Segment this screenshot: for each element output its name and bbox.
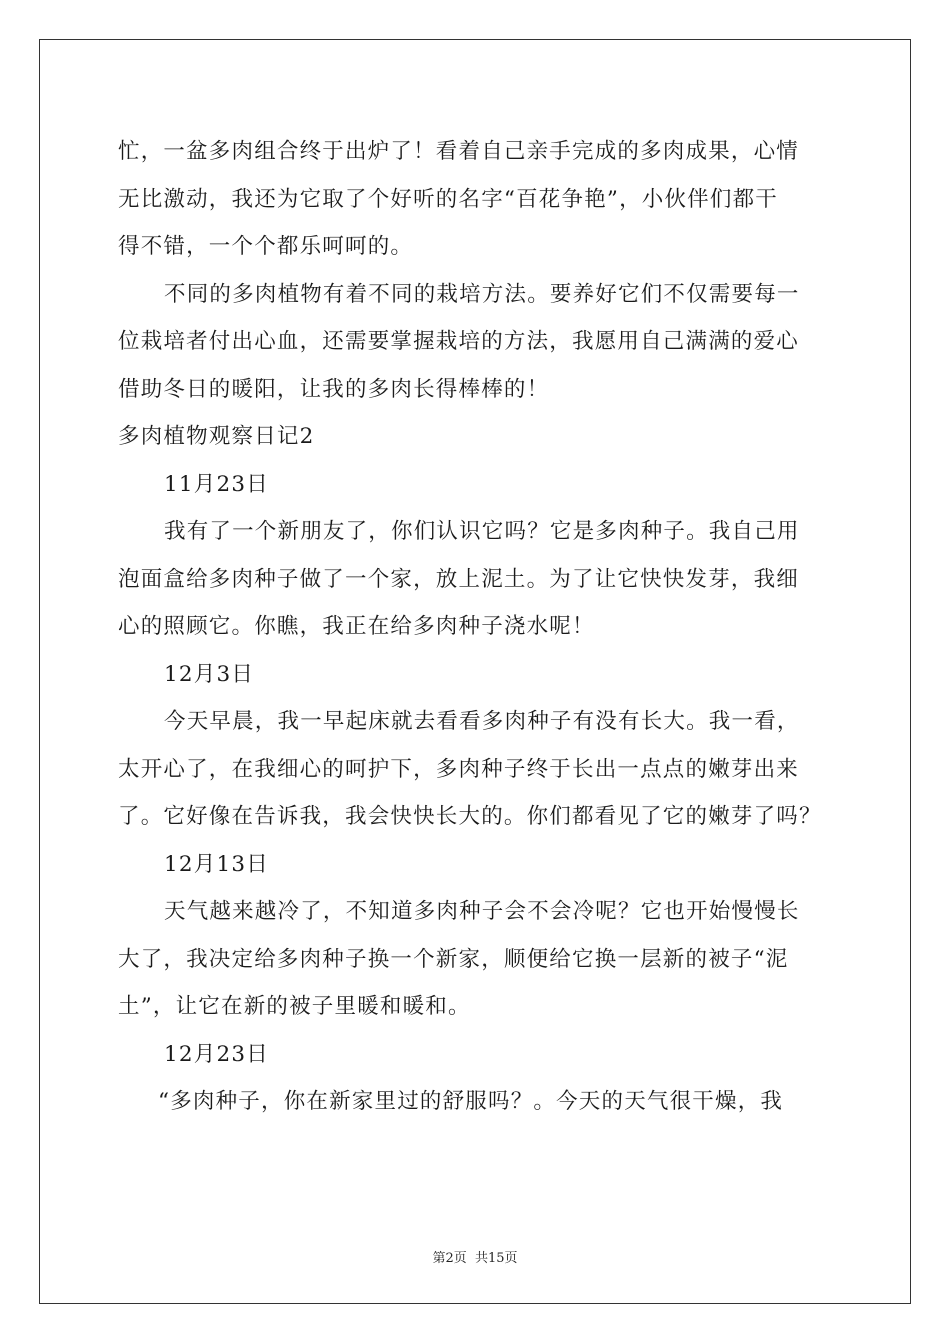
page-number: 第2页	[432, 1251, 467, 1266]
text-line: 太开心了，在我细心的呵护下，多肉种子终于长出一点点的嫩芽出来	[118, 756, 800, 782]
date-heading: 11月23日	[164, 471, 269, 497]
date-heading: 12月13日	[164, 851, 269, 877]
text-line: 忙，一盆多肉组合终于出炉了！看着自己亲手完成的多肉成果，心情	[118, 139, 800, 164]
text-line: 大了，我决定给多肉种子换一个新家，顺便给它换一层新的被子“泥	[118, 946, 789, 972]
total-pages: 共15页	[474, 1251, 518, 1266]
paragraph-start-line: “多肉种子，你在新家里过的舒服吗？。今天的天气很干燥，我	[158, 1089, 784, 1114]
paragraph-start-line: 我有了一个新朋友了，你们认识它吗？它是多肉种子。我自己用	[164, 519, 800, 544]
text-line: 泡面盒给多肉种子做了一个家，放上泥土。为了让它快快发芽，我细	[118, 566, 800, 592]
paragraph-start-line: 不同的多肉植物有着不同的栽培方法。要养好它们不仅需要每一	[164, 281, 800, 307]
paragraph-start-line: 天气越来越冷了，不知道多肉种子会不会冷呢？它也开始慢慢长	[164, 899, 800, 924]
section-title: 多肉植物观察日记2	[118, 424, 315, 449]
text-line: 得不错，一个个都乐呵呵的。	[118, 234, 414, 259]
text-line: 心的照顾它。你瞧，我正在给多肉种子浇水呢！	[118, 614, 595, 639]
date-heading: 12月3日	[164, 661, 255, 687]
text-line: 位栽培者付出心血，还需要掌握栽培的方法，我愿用自己满满的爱心	[118, 329, 800, 354]
text-line: 了。它好像在告诉我，我会快快长大的。你们都看见了它的嫩芽了吗？	[118, 804, 822, 829]
text-line: 借助冬日的暖阳，让我的多肉长得棒棒的！	[118, 376, 550, 402]
date-heading: 12月23日	[164, 1041, 269, 1067]
document-body	[118, 128, 834, 1126]
text-line: 无比激动，我还为它取了个好听的名字“百花争艳”，小伙伴们都干	[118, 186, 778, 212]
text-line: 土”，让它在新的被子里暖和暖和。	[118, 994, 471, 1019]
paragraph-start-line: 今天早晨，我一早起床就去看看多肉种子有没有长大。我一看，	[164, 709, 800, 734]
page-footer	[0, 1247, 950, 1266]
